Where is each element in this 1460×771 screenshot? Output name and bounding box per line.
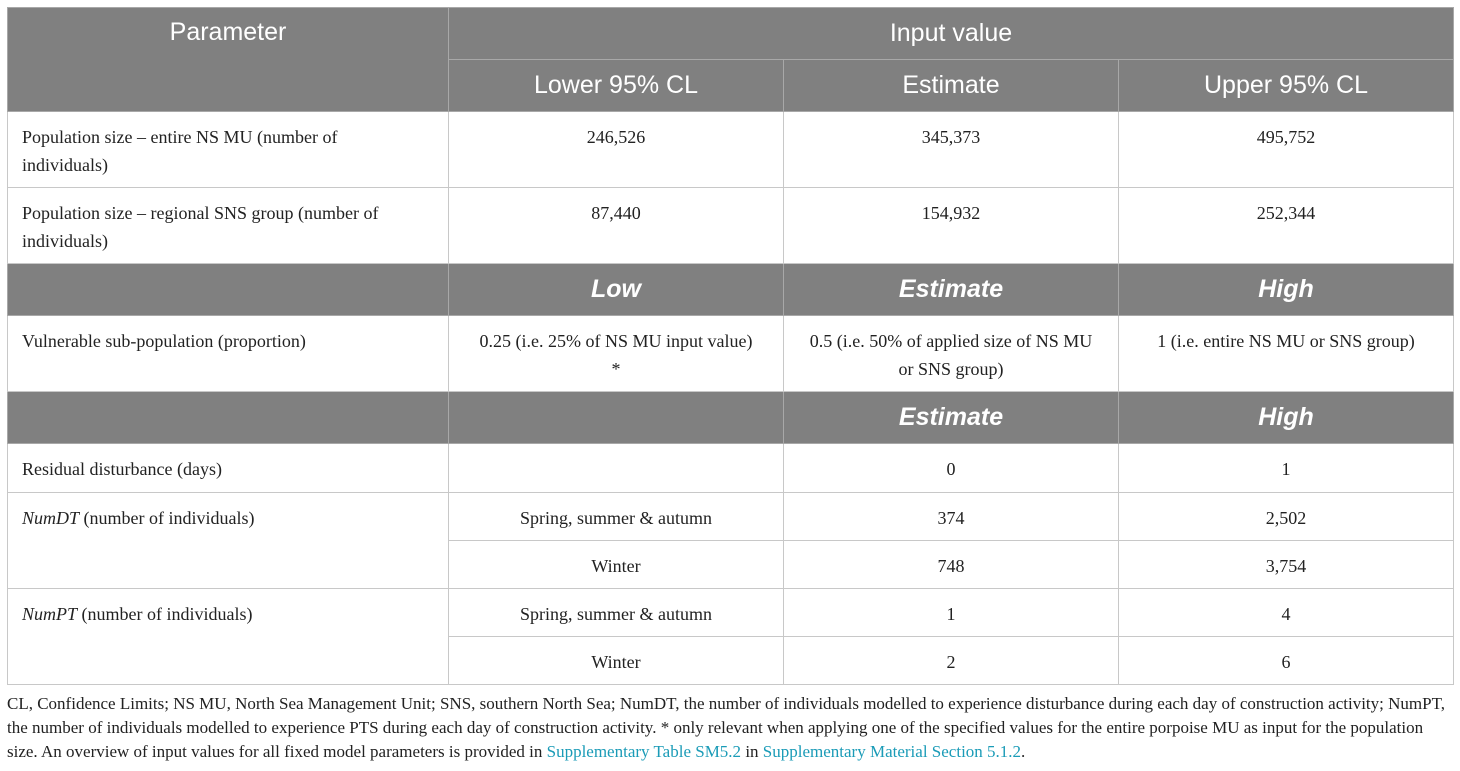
parameter-table (7, 7, 1454, 685)
table-row (8, 188, 1454, 264)
table-row (8, 316, 1454, 392)
cell-estimate: 2 (784, 637, 1119, 685)
header-estimate: Estimate (784, 60, 1119, 112)
numdt-name: NumDT (22, 508, 80, 528)
cell-high: 1 (i.e. entire NS MU or SNS group) (1119, 316, 1454, 392)
row-label: Population size – entire NS MU (number of individuals) (8, 112, 449, 188)
cell-estimate: 748 (784, 541, 1119, 589)
cell-estimate: 154,932 (784, 188, 1119, 264)
row-label: Residual disturbance (days) (8, 444, 449, 493)
cell-season: Winter (449, 637, 784, 685)
subheader-high: High (1119, 264, 1454, 316)
subheader-row (8, 264, 1454, 316)
cell-season: Spring, summer & autumn (449, 589, 784, 637)
cell-upper: 252,344 (1119, 188, 1454, 264)
cell-high: 6 (1119, 637, 1454, 685)
supplementary-section-link[interactable]: Supplementary Material Section 5.1.2 (762, 742, 1022, 761)
cell-high: 2,502 (1119, 493, 1454, 541)
cell-estimate: 1 (784, 589, 1119, 637)
subheader-blank (8, 392, 449, 444)
cell-high: 3,754 (1119, 541, 1454, 589)
header-upper-cl: Upper 95% CL (1119, 60, 1454, 112)
subheader-high: High (1119, 392, 1454, 444)
cell-high: 4 (1119, 589, 1454, 637)
footnote-mid: in (741, 742, 763, 761)
subheader-blank (8, 264, 449, 316)
footnote-text: CL, Confidence Limits; NS MU, North Sea Management Unit; SNS, southern North Sea; NumDT, the number of individuals modelled to experience disturbance during each day of construction activity; NumPT, the number of individuals modelled to experience PTS during each day of construction activity. * only relevant when applying one of the specified values for the entire porpoise MU as input for the population size. An overview of input values for all fixed model parameters is provided in (7, 694, 1445, 761)
subheader-low: Low (449, 264, 784, 316)
header-lower-cl: Lower 95% CL (449, 60, 784, 112)
row-label-numpt (8, 589, 449, 685)
supplementary-table-link[interactable]: Supplementary Table SM5.2 (546, 742, 742, 761)
subheader-estimate: Estimate (784, 392, 1119, 444)
header-parameter: Parameter (8, 8, 449, 112)
cell-high: 1 (1119, 444, 1454, 493)
row-label: Population size – regional SNS group (number of individuals) (8, 188, 449, 264)
cell-estimate: 0.5 (i.e. 50% of applied size of NS MU or SNS group) (784, 316, 1119, 392)
cell-lower: 87,440 (449, 188, 784, 264)
cell-upper: 495,752 (1119, 112, 1454, 188)
subheader-estimate: Estimate (784, 264, 1119, 316)
cell-lower: 246,526 (449, 112, 784, 188)
table-row (8, 493, 1454, 541)
header-input-value: Input value (449, 8, 1454, 60)
cell-empty (449, 444, 784, 493)
cell-season: Winter (449, 541, 784, 589)
table-row (8, 589, 1454, 637)
cell-season: Spring, summer & autumn (449, 493, 784, 541)
numdt-suffix: (number of individuals) (79, 508, 255, 528)
cell-estimate: 0 (784, 444, 1119, 493)
cell-estimate: 345,373 (784, 112, 1119, 188)
table-row (8, 444, 1454, 493)
row-label: Vulnerable sub-population (proportion) (8, 316, 449, 392)
row-label-numdt (8, 493, 449, 589)
table-footnote (7, 692, 1457, 764)
numpt-name: NumPT (22, 604, 78, 624)
footnote-end: . (1021, 742, 1026, 761)
numpt-suffix: (number of individuals) (77, 604, 253, 624)
subheader-blank (449, 392, 784, 444)
cell-low: 0.25 (i.e. 25% of NS MU input value) * (449, 316, 784, 392)
cell-estimate: 374 (784, 493, 1119, 541)
subheader-row (8, 392, 1454, 444)
table-row (8, 112, 1454, 188)
